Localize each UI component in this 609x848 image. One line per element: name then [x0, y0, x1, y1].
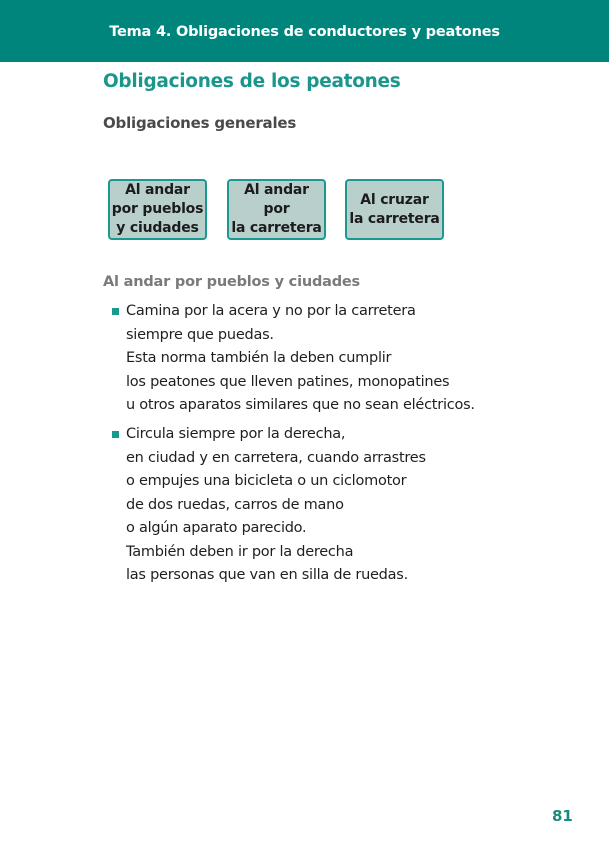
chapter-title: Tema 4. Obligaciones de conductores y peatones: [109, 24, 500, 40]
bullet-square-icon: [112, 431, 119, 438]
bullet-line: También deben ir por la derecha: [126, 543, 354, 560]
bullet-square-icon: [112, 308, 119, 315]
bullet-line: o algún aparato parecido.: [126, 520, 307, 536]
bullet-line: en ciudad y en carretera, cuando arrastres: [126, 449, 426, 466]
topic-box-pueblos-ciudades: [108, 179, 207, 240]
bullet-line: u otros aparatos similares que no sean eléctricos.: [126, 397, 475, 413]
topic-label: Al andar por pueblos y ciudades: [111, 182, 204, 236]
topic-label: Al andar por la carretera: [231, 182, 322, 236]
bullet-line: Circula siempre por la derecha,: [126, 426, 346, 442]
topic-box-andar-carretera: [227, 179, 326, 240]
bullet-line: o empujes una bicicleta o un ciclomotor: [126, 473, 407, 489]
bullet-line: Esta norma también la deben cumplir: [126, 350, 392, 366]
bullet-line: de dos ruedas, carros de mano: [126, 496, 344, 513]
bullet-line: las personas que van en silla de ruedas.: [126, 567, 408, 583]
section-title: Obligaciones de los peatones: [103, 71, 401, 92]
subsection-title: Obligaciones generales: [103, 114, 297, 132]
page-number: 81: [552, 807, 573, 825]
block-heading: Al andar por pueblos y ciudades: [103, 274, 360, 290]
bullet-line: Camina por la acera y no por la carretera: [126, 303, 416, 319]
bullet-item: [126, 423, 596, 588]
bullet-item: [126, 300, 596, 418]
bullet-line: siempre que puedas.: [126, 326, 274, 343]
topic-box-cruzar-carretera: [345, 179, 444, 240]
topic-label: Al cruzar la carretera: [349, 191, 440, 227]
bullet-line: los peatones que lleven patines, monopatines: [126, 373, 450, 390]
